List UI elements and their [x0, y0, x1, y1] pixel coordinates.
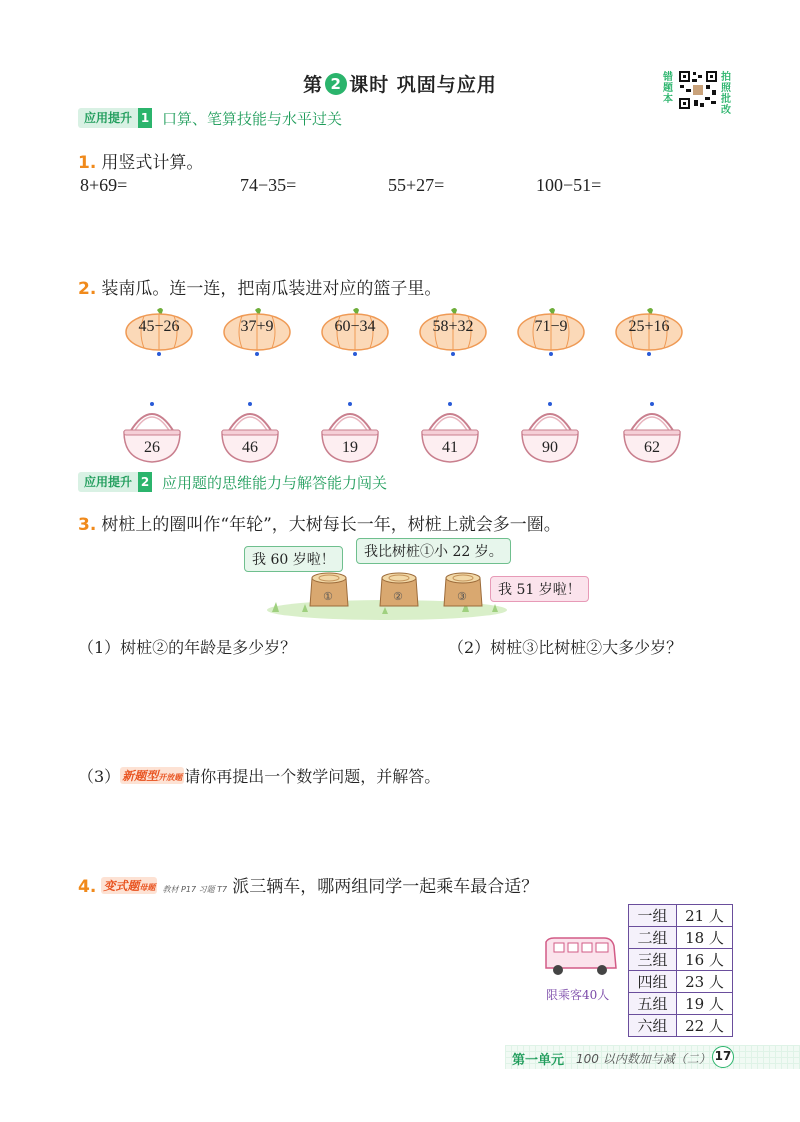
question-3 — [78, 510, 561, 535]
groups-table — [628, 904, 733, 1037]
question-number: 3. — [78, 515, 97, 535]
pumpkin-2[interactable] — [222, 306, 292, 352]
pumpkin-connect-dot[interactable] — [255, 352, 259, 356]
speech-bubble-stump-1: 我 60 岁啦！ — [244, 546, 343, 572]
group-count: 16 人 — [677, 949, 733, 971]
basket-value: 26 — [144, 439, 160, 456]
question-text: 用竖式计算。 — [101, 153, 204, 173]
basket-connect-dot[interactable] — [348, 402, 352, 406]
group-name: 二组 — [629, 927, 677, 949]
sub-question-2: （2）树桩③比树桩②大多少岁？ — [448, 638, 683, 657]
stump-2-label: ② — [393, 590, 403, 603]
calc-item-2: 74−35= — [240, 175, 297, 195]
table-row — [629, 1015, 733, 1037]
stump-1-label: ① — [323, 590, 333, 603]
footer-topic: 100 以内数加与减（二） — [576, 1052, 711, 1066]
group-name: 一组 — [629, 905, 677, 927]
stump-3-label: ③ — [457, 590, 467, 603]
variant-tag — [101, 877, 157, 894]
tree-stump-2-illustration — [376, 566, 422, 612]
section-2-header — [78, 472, 387, 492]
basket-value: 19 — [342, 439, 358, 456]
qr-left-label: 错题本 — [663, 72, 673, 105]
basket-4[interactable] — [418, 406, 482, 464]
basket-5[interactable] — [518, 406, 582, 464]
speech-bubble-stump-2: 我比树桩①小 22 岁。 — [356, 538, 511, 564]
calc-item-3: 55+27= — [388, 175, 445, 195]
sub-question-1: （1）树桩②的年龄是多少岁？ — [78, 638, 297, 657]
pumpkin-expression: 58+32 — [432, 318, 474, 335]
table-row — [629, 927, 733, 949]
section-title: 应用题的思维能力与解答能力闯关 — [162, 473, 388, 492]
table-row — [629, 971, 733, 993]
pumpkin-1[interactable] — [124, 306, 194, 352]
pumpkin-connect-dot[interactable] — [549, 352, 553, 356]
bus-icon — [540, 934, 620, 978]
group-name: 三组 — [629, 949, 677, 971]
page-number: 17 — [712, 1046, 734, 1068]
basket-1[interactable] — [120, 406, 184, 464]
variant-tag-text: 变式题 — [103, 879, 140, 893]
basket-connect-dot[interactable] — [150, 402, 154, 406]
basket-value: 90 — [542, 439, 558, 456]
question-text: 装南瓜。连一连，把南瓜装进对应的篮子里。 — [101, 279, 442, 299]
question-number: 2. — [78, 279, 97, 299]
pumpkin-connect-dot[interactable] — [353, 352, 357, 356]
open-question-tag: 开放题 — [158, 773, 183, 782]
pumpkin-6[interactable] — [614, 306, 684, 352]
sub-question-3-number: （3） — [78, 767, 121, 786]
section-badge: 应用提升 — [78, 108, 138, 128]
group-count: 23 人 — [677, 971, 733, 993]
basket-2[interactable] — [218, 406, 282, 464]
section-badge: 应用提升 — [78, 472, 138, 492]
pumpkin-expression: 71−9 — [534, 318, 568, 335]
section-number: 1 — [138, 108, 152, 128]
basket-6[interactable] — [620, 406, 684, 464]
sub-question-3 — [78, 764, 440, 787]
question-2 — [78, 274, 441, 299]
question-text: 派三辆车，哪两组同学一起乘车最合适？ — [232, 877, 539, 897]
textbook-reference: 教材 P17 习题 T7 — [162, 885, 228, 894]
pumpkin-connect-dot[interactable] — [647, 352, 651, 356]
basket-connect-dot[interactable] — [650, 402, 654, 406]
basket-3[interactable] — [318, 406, 382, 464]
tree-stump-3-illustration — [440, 566, 486, 612]
calc-item-1: 8+69= — [80, 175, 128, 195]
pumpkin-connect-dot[interactable] — [451, 352, 455, 356]
bus-capacity-label: 限乘客40人 — [546, 988, 610, 1002]
title-prefix: 第 — [303, 74, 324, 96]
section-title: 口算、笔算技能与水平过关 — [162, 109, 343, 128]
basket-value: 46 — [242, 439, 258, 456]
pumpkin-expression: 25+16 — [628, 318, 670, 335]
new-type-tag — [120, 767, 184, 784]
tree-stump-1-illustration — [306, 566, 352, 612]
group-count: 19 人 — [677, 993, 733, 1015]
title-text: 课时 巩固与应用 — [349, 74, 497, 96]
pumpkin-expression: 37+9 — [240, 318, 274, 335]
section-1-header — [78, 108, 342, 128]
basket-connect-dot[interactable] — [448, 402, 452, 406]
question-4 — [78, 872, 538, 897]
group-count: 18 人 — [677, 927, 733, 949]
basket-value: 62 — [644, 439, 660, 456]
table-row — [629, 905, 733, 927]
sub-question-3-text: 请你再提出一个数学问题，并解答。 — [184, 767, 441, 786]
question-number: 4. — [78, 877, 97, 897]
group-name: 六组 — [629, 1015, 677, 1037]
pumpkin-3[interactable] — [320, 306, 390, 352]
question-number: 1. — [78, 153, 97, 173]
mother-question-tag: 母题 — [139, 883, 156, 892]
speech-bubble-stump-3: 我 51 岁啦！ — [490, 576, 589, 602]
pumpkin-expression: 45−26 — [138, 318, 180, 335]
qr-code-icon[interactable] — [678, 70, 718, 110]
section-number: 2 — [138, 472, 152, 492]
group-count: 22 人 — [677, 1015, 733, 1037]
basket-connect-dot[interactable] — [548, 402, 552, 406]
pumpkin-5[interactable] — [516, 306, 586, 352]
pumpkin-expression: 60−34 — [334, 318, 376, 335]
lesson-number-badge: 2 — [325, 73, 347, 95]
calc-item-4: 100−51= — [536, 175, 602, 195]
group-count: 21 人 — [677, 905, 733, 927]
new-type-tag-text: 新题型 — [122, 769, 159, 783]
basket-value: 41 — [442, 439, 458, 456]
qr-right-label: 拍照批改 — [721, 72, 731, 116]
table-row — [629, 993, 733, 1015]
group-name: 五组 — [629, 993, 677, 1015]
pumpkin-connect-dot[interactable] — [157, 352, 161, 356]
basket-connect-dot[interactable] — [248, 402, 252, 406]
pumpkin-4[interactable] — [418, 306, 488, 352]
question-text: 树桩上的圈叫作“年轮”，大树每长一年，树桩上就会多一圈。 — [101, 515, 561, 535]
footer-unit: 第一单元 — [512, 1053, 565, 1068]
question-1 — [78, 148, 203, 173]
table-row — [629, 949, 733, 971]
group-name: 四组 — [629, 971, 677, 993]
